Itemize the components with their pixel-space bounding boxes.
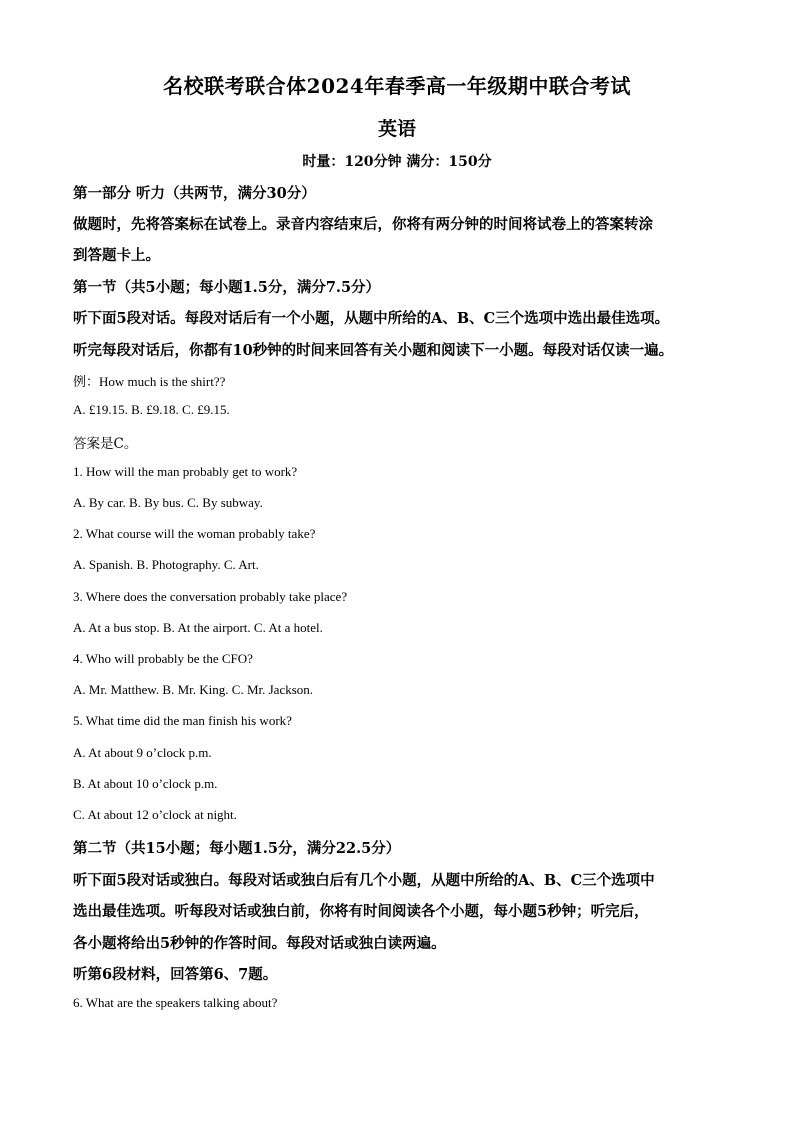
question-option: B. At about 10 o’clock p.m.	[73, 776, 218, 791]
example-options: A. £19.15. B. £9.18. C. £9.15.	[73, 402, 230, 417]
question-options: A. Spanish. B. Photography. C. Art.	[73, 557, 259, 572]
section2-instruction-line: 各小题将给出5秒钟的作答时间。每段对话或独白读两遍。	[73, 935, 446, 952]
question-option: C. At about 12 o’clock at night.	[73, 807, 237, 822]
part1-heading: 第一部分 听力（共两节，满分30分）	[73, 185, 316, 202]
section2-instruction-line: 选出最佳选项。听每段对话或独白前，你将有时间阅读各个小题，每小题5秒钟；听完后，	[73, 903, 649, 920]
question-text: 2. What course will the woman probably take?	[73, 526, 316, 541]
example-answer: 答案是C。	[73, 436, 138, 452]
part1-instruction-line: 做题时，先将答案标在试卷上。录音内容结束后，你将有两分钟的时间将试卷上的答案转涂	[73, 216, 653, 233]
question-text: 6. What are the speakers talking about?	[73, 995, 278, 1010]
subject-title: 英语	[377, 118, 416, 140]
question-text: 5. What time did the man finish his work?	[73, 713, 292, 728]
section2-instruction-line: 听下面5段对话或独白。每段对话或独白后有几个小题，从题中所给的A、B、C三个选项中	[73, 872, 655, 889]
material-note: 听第6段材料，回答第6、7题。	[73, 966, 278, 983]
question-option: A. At about 9 o’clock p.m.	[73, 745, 212, 760]
exam-meta: 时量：120分钟 满分：150分	[302, 154, 492, 170]
section2-heading: 第二节（共15小题；每小题1.5分，满分22.5分）	[73, 840, 401, 857]
section1-instruction-line: 听下面5段对话。每段对话后有一个小题，从题中所给的A、B、C三个选项中选出最佳选项。	[73, 310, 670, 327]
question-text: 1. How will the man probably get to work?	[73, 464, 298, 479]
section1-heading: 第一节（共5小题；每小题1.5分，满分7.5分）	[73, 279, 381, 296]
question-options: A. At a bus stop. B. At the airport. C. At a hotel.	[73, 620, 323, 635]
section1-instruction-line: 听完每段对话后，你都有10秒钟的时间来回答有关小题和阅读下一小题。每段对话仅读一遍。	[73, 342, 674, 359]
part1-instruction-line: 到答题卡上。	[73, 247, 160, 264]
question-options: A. By car. B. By bus. C. By subway.	[73, 495, 263, 510]
question-text: 4. Who will probably be the CFO?	[73, 651, 253, 666]
question-options: A. Mr. Matthew. B. Mr. King. C. Mr. Jackson.	[73, 682, 314, 697]
exam-title: 名校联考联合体2024年春季高一年级期中联合考试	[163, 74, 631, 98]
example-question: 例：How much is the shirt??	[73, 374, 226, 389]
question-text: 3. Where does the conversation probably take place?	[73, 589, 348, 604]
